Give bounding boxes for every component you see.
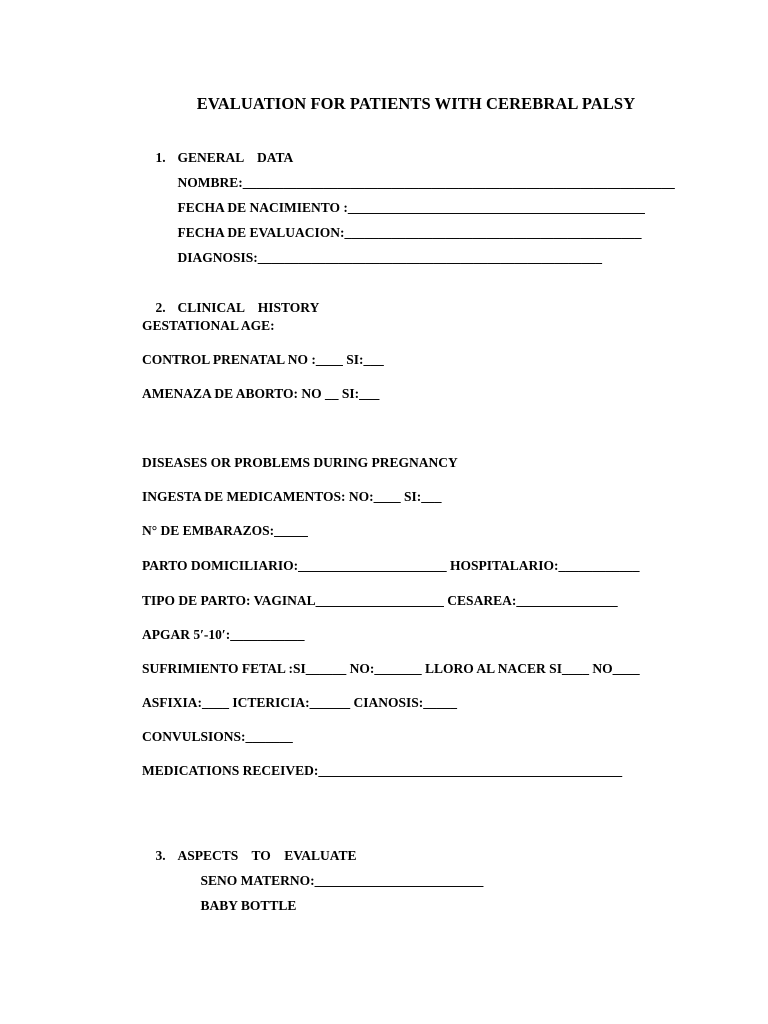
diseases-pregnancy-line: DISEASES OR PROBLEMS DURING PREGNANCY xyxy=(142,455,458,470)
section-1-title: GENERAL DATA xyxy=(177,150,294,165)
section-3-title: ASPECTS TO EVALUATE xyxy=(177,848,357,863)
field-label: BABY BOTTLE xyxy=(200,898,297,913)
section-3-number: 3. xyxy=(155,848,166,863)
sufrimiento-fetal-line: SUFRIMIENTO FETAL :SI______ NO:_______ LLORO AL NACER SI____ NO____ xyxy=(142,661,640,676)
ingesta-medicamentos-line: INGESTA DE MEDICAMENTOS: NO:____ SI:___ xyxy=(142,489,442,504)
amenaza-aborto-line: AMENAZA DE ABORTO: NO __ SI:___ xyxy=(142,386,380,401)
field-label: FECHA DE NACIMIENTO :____________________________________________ xyxy=(177,200,645,215)
field-label: SENO MATERNO:_________________________ xyxy=(200,873,484,888)
medications-received-line: MEDICATIONS RECEIVED:_____________________________________________ xyxy=(142,763,623,778)
field-label: DIAGNOSIS:___________________________________________________ xyxy=(177,250,603,265)
asfixia-line: ASFIXIA:____ ICTERICIA:______ CIANOSIS:_____ xyxy=(142,695,458,710)
section-2-title: CLINICAL HISTORY xyxy=(177,300,320,315)
control-prenatal-line: CONTROL PRENATAL NO :____ SI:___ xyxy=(142,352,384,367)
section-2-number: 2. xyxy=(155,300,166,315)
tipo-parto-line: TIPO DE PARTO: VAGINAL___________________ CESAREA:_______________ xyxy=(142,593,618,608)
document-title: EVALUATION FOR PATIENTS WITH CEREBRAL PALSY xyxy=(196,94,636,113)
field-baby-bottle xyxy=(165,882,296,930)
embarazos-line: N° DE EMBARAZOS:_____ xyxy=(142,523,308,538)
field-label: NOMBRE:________________________________________________________________ xyxy=(177,175,675,190)
section-1-number: 1. xyxy=(155,150,166,165)
gestational-age-line: GESTATIONAL AGE: xyxy=(142,318,275,333)
parto-line: PARTO DOMICILIARIO:______________________ HOSPITALARIO:____________ xyxy=(142,558,640,573)
field-label: FECHA DE EVALUACION:____________________________________________ xyxy=(177,225,642,240)
field-diagnosis xyxy=(142,234,602,282)
apgar-line: APGAR 5′-10′:___________ xyxy=(142,627,305,642)
convulsions-line: CONVULSIONS:_______ xyxy=(142,729,293,744)
